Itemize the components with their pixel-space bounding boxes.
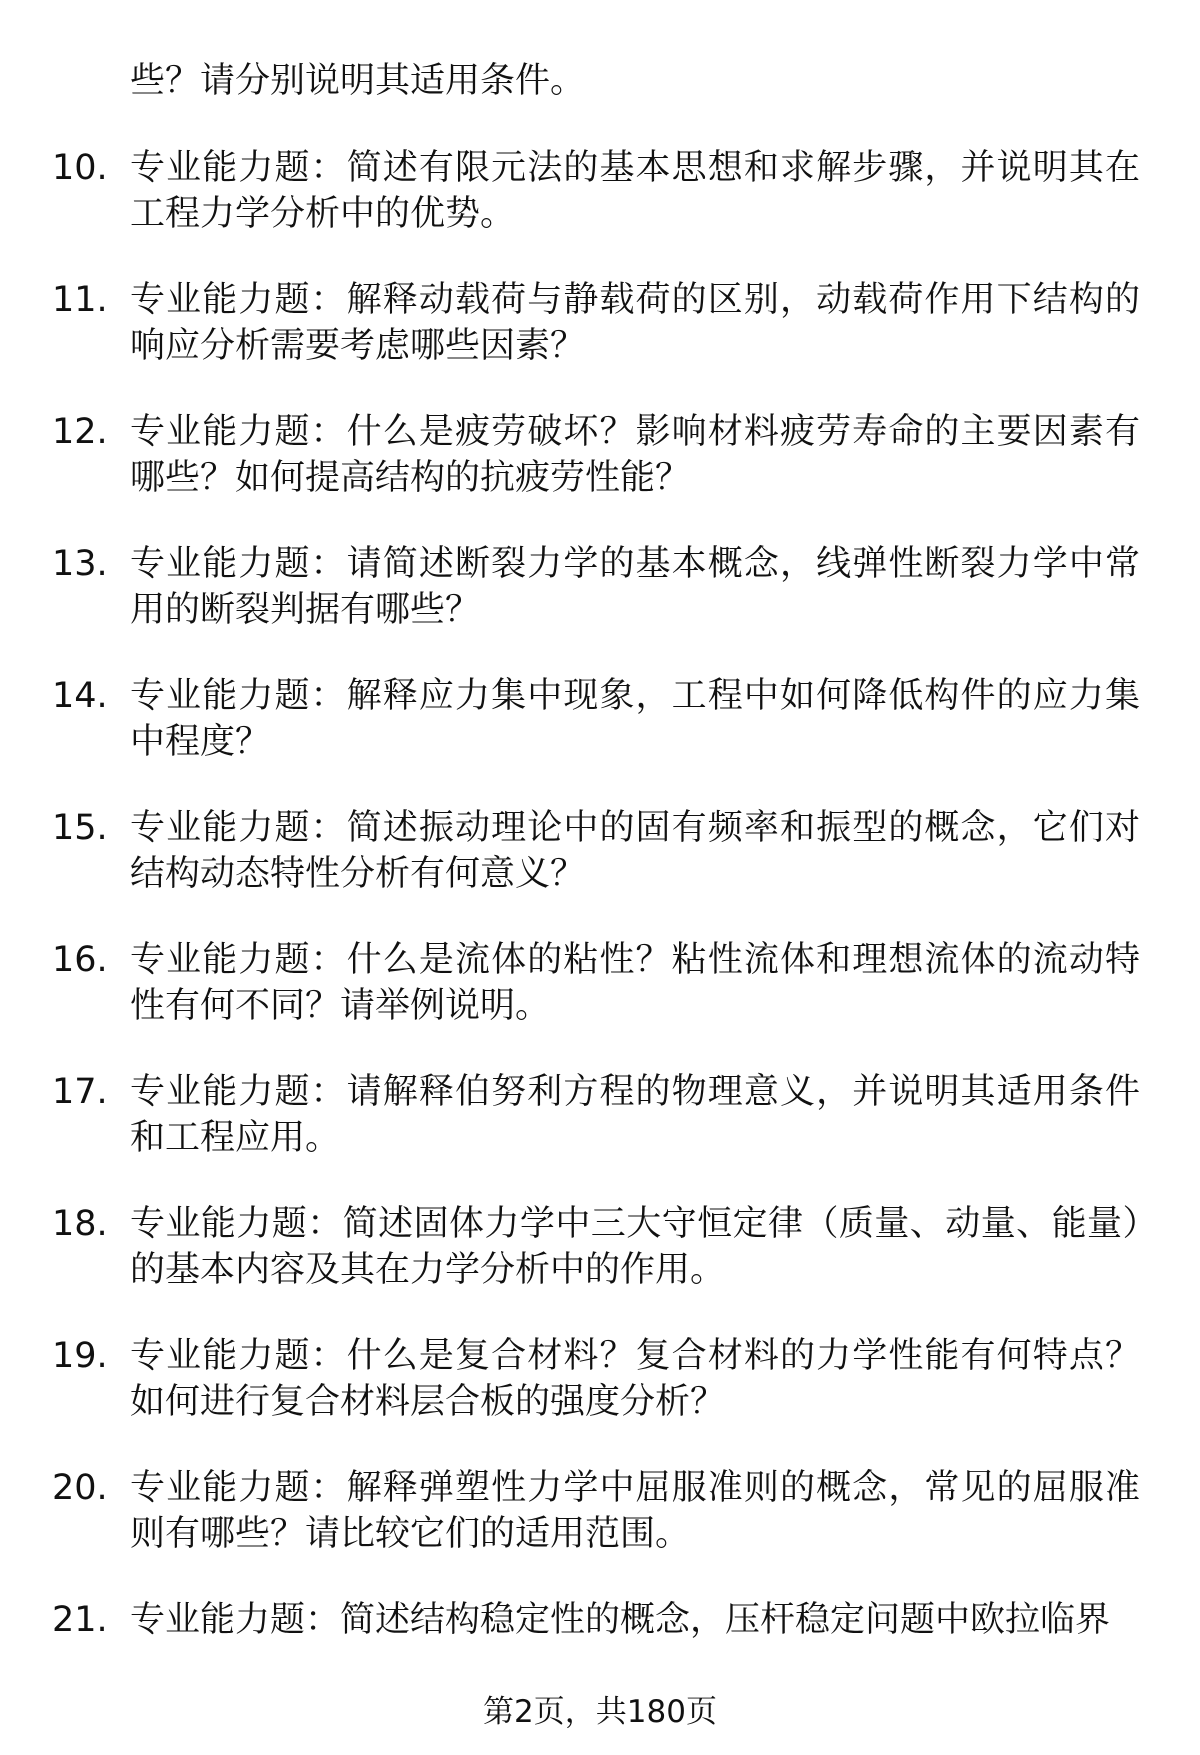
question-text: 专业能力题：什么是疲劳破坏？影响材料疲劳寿命的主要因素有哪些？如何提高结构的抗疲劳性能？: [130, 412, 1140, 498]
question-text: 专业能力题：解释应力集中现象，工程中如何降低构件的应力集中程度？: [130, 676, 1140, 762]
question-item: [0, 937, 1200, 1069]
question-number: 21.: [52, 1600, 108, 1640]
question-number: 10.: [52, 148, 108, 188]
question-number: 19.: [52, 1336, 108, 1376]
page-footer: 第2页，共180页: [483, 1694, 717, 1730]
question-text: 专业能力题：简述结构稳定性的概念，压杆稳定问题中欧拉临界: [130, 1600, 1111, 1640]
question-number: 11.: [52, 280, 108, 320]
question-number: 14.: [52, 676, 108, 716]
question-number: 16.: [52, 940, 108, 980]
question-number: 15.: [52, 808, 108, 848]
question-text: 专业能力题：请简述断裂力学的基本概念，线弹性断裂力学中常用的断裂判据有哪些？: [130, 544, 1140, 630]
question-text: 专业能力题：简述有限元法的基本思想和求解步骤，并说明其在工程力学分析中的优势。: [130, 148, 1140, 234]
question-list: [0, 145, 1200, 1729]
question-text: 专业能力题：什么是流体的粘性？粘性流体和理想流体的流动特性有何不同？请举例说明。: [130, 940, 1140, 1026]
question-text: 专业能力题：简述振动理论中的固有频率和振型的概念，它们对结构动态特性分析有何意义？: [130, 808, 1140, 894]
question-item: [0, 145, 1200, 277]
question-item: [0, 541, 1200, 673]
question-text: 专业能力题：什么是复合材料？复合材料的力学性能有何特点？如何进行复合材料层合板的强度分析？: [130, 1336, 1140, 1422]
question-number: 17.: [52, 1072, 108, 1112]
question-number: 13.: [52, 544, 108, 584]
question-item: [0, 409, 1200, 541]
question-item: [0, 277, 1200, 409]
question-number: 18.: [52, 1204, 108, 1244]
question-text: 专业能力题：解释动载荷与静载荷的区别，动载荷作用下结构的响应分析需要考虑哪些因素？: [130, 280, 1140, 366]
question-item: [0, 1465, 1200, 1597]
question-number: 12.: [52, 412, 108, 452]
question-text: 专业能力题：简述固体力学中三大守恒定律（质量、动量、能量）的基本内容及其在力学分析中的作用。: [130, 1204, 1140, 1290]
question-item: [0, 1333, 1200, 1465]
question-text: 专业能力题：请解释伯努利方程的物理意义，并说明其适用条件和工程应用。: [130, 1072, 1140, 1158]
question-item: [0, 805, 1200, 937]
question-number: 20.: [52, 1468, 108, 1508]
continued-question-text: 些？请分别说明其适用条件。: [130, 61, 586, 101]
question-item: [0, 673, 1200, 805]
question-item: [0, 1201, 1200, 1333]
question-text: 专业能力题：解释弹塑性力学中屈服准则的概念，常见的屈服准则有哪些？请比较它们的适用范围。: [130, 1468, 1140, 1554]
question-item: [0, 1069, 1200, 1201]
